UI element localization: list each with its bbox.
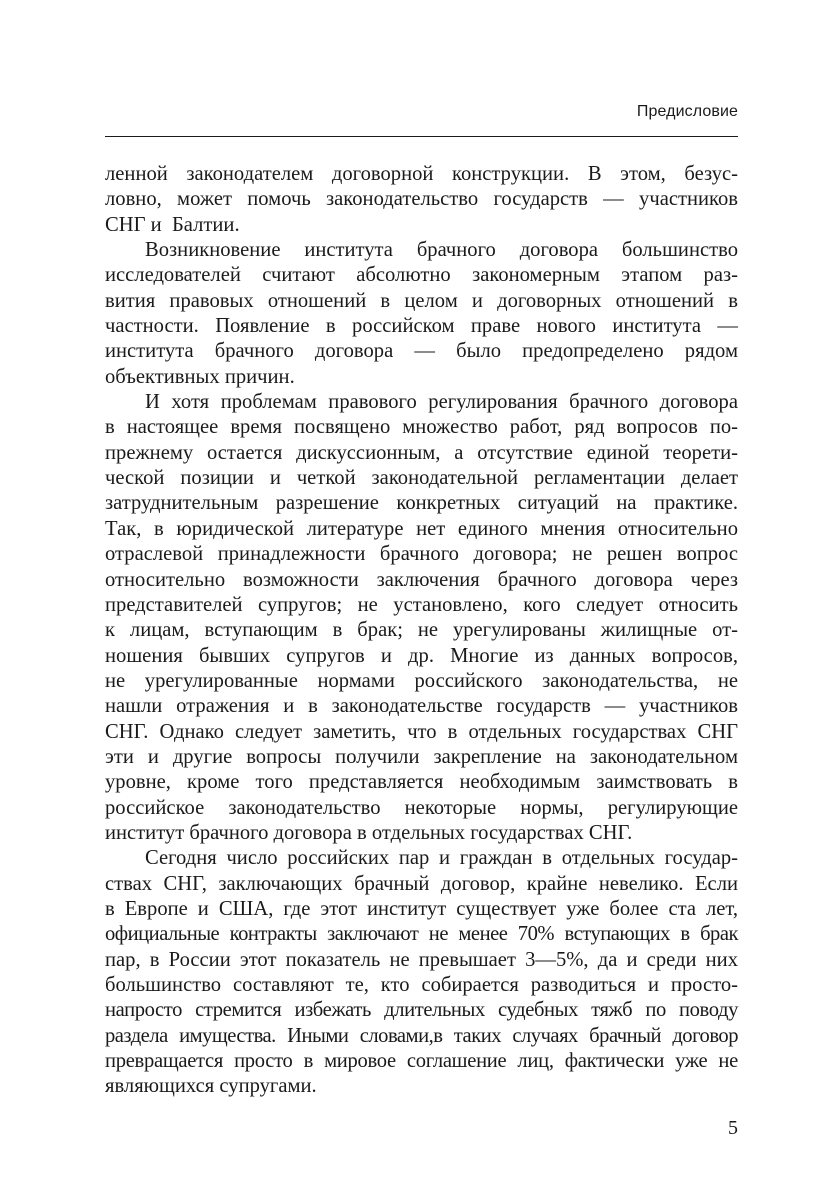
text-line: ческой позиции и четкой законодательной регламентации делает [105,467,738,490]
text-line: ствах СНГ, заключающих брачный договор, крайне невелико. Если [105,872,738,895]
text-line: относительно возможности заключения брачного договора через [105,568,738,591]
text-line: раздела имущества. Иными словами,в таких случаях брачный договор [105,1024,738,1047]
text-line: напросто стремится избежать длительных судебных тяжб по поводу [105,999,738,1022]
text-line: прежнему остается дискуссионным, а отсутствие единой теорети- [105,441,738,464]
text-line: в настоящее время посвящено множество работ, ряд вопросов по- [105,416,738,439]
text-line: отраслевой принадлежности брачного договора; не решен вопрос [105,543,738,566]
paragraph-1 [105,162,738,238]
text-line: не урегулированные нормами российского законодательства, не [105,669,738,692]
text-line: Возникновение института брачного договора большинство [145,239,738,262]
text-line: являющихся супругами. [105,1075,317,1098]
text-line: И хотя проблемам правового регулирования брачного договора [145,391,738,414]
text-line: официальные контракты заключают не менее 70% вступающих в брак [105,923,738,946]
text-line: нашли отражения и в законодательстве государств — участников [105,695,738,718]
text-line: СНГ. Однако следует заметить, что в отдельных государствах СНГ [105,720,738,743]
page-number: 5 [728,1117,738,1139]
text-line: ношения бывших супругов и др. Многие из данных вопросов, [105,644,738,667]
text-line: большинство составляют те, кто собирается разводиться и просто- [105,974,738,996]
text-line: исследователей считают абсолютно закономерным этапом раз- [105,264,738,287]
running-header-title: Предисловие [636,103,738,120]
paragraph-2 [105,238,738,390]
text-line: вития правовых отношений в целом и договорных отношений в [105,289,738,312]
text-line: Так, в юридической литературе нет единого мнения относительно [105,517,738,540]
body-text [105,162,738,1100]
text-line: затруднительным разрешение конкретных ситуаций на практике. [105,492,738,515]
text-line: в Европе и США, где этот институт существует уже более ста лет, [105,897,738,920]
header-rule [105,136,738,137]
paragraph-4 [105,846,738,1099]
text-line: ленной законодателем договорной конструкции. В этом, безус- [105,163,738,185]
paragraph-3 [105,390,738,846]
text-line: института брачного договора — было предопределено рядом [105,340,738,363]
text-line: уровне, кроме того представляется необходимым заимствовать в [105,771,738,794]
text-line: СНГ и Балтии. [105,213,240,236]
text-line: объективных причин. [105,365,295,388]
text-line: к лицам, вступающим в брак; не урегулированы жилищные от- [105,619,738,642]
text-line: Сегодня число российских пар и граждан в отдельных государ- [145,847,738,870]
text-line: превращается просто в мировое соглашение лиц, фактически уже не [105,1050,738,1073]
text-line: эти и другие вопросы получили закрепление на законодательном [105,745,738,768]
text-line: российское законодательство некоторые нормы, регулирующие [105,796,738,819]
text-line: ловно, может помочь законодательство государств — участников [105,188,738,211]
text-line: институт брачного договора в отдельных государствах СНГ. [105,821,633,844]
text-line: представителей супругов; не установлено, кого следует относить [105,593,738,616]
text-line: пар, в России этот показатель не превышает 3—5%, да и среди них [105,948,738,971]
text-line: частности. Появление в российском праве нового института — [105,315,738,338]
